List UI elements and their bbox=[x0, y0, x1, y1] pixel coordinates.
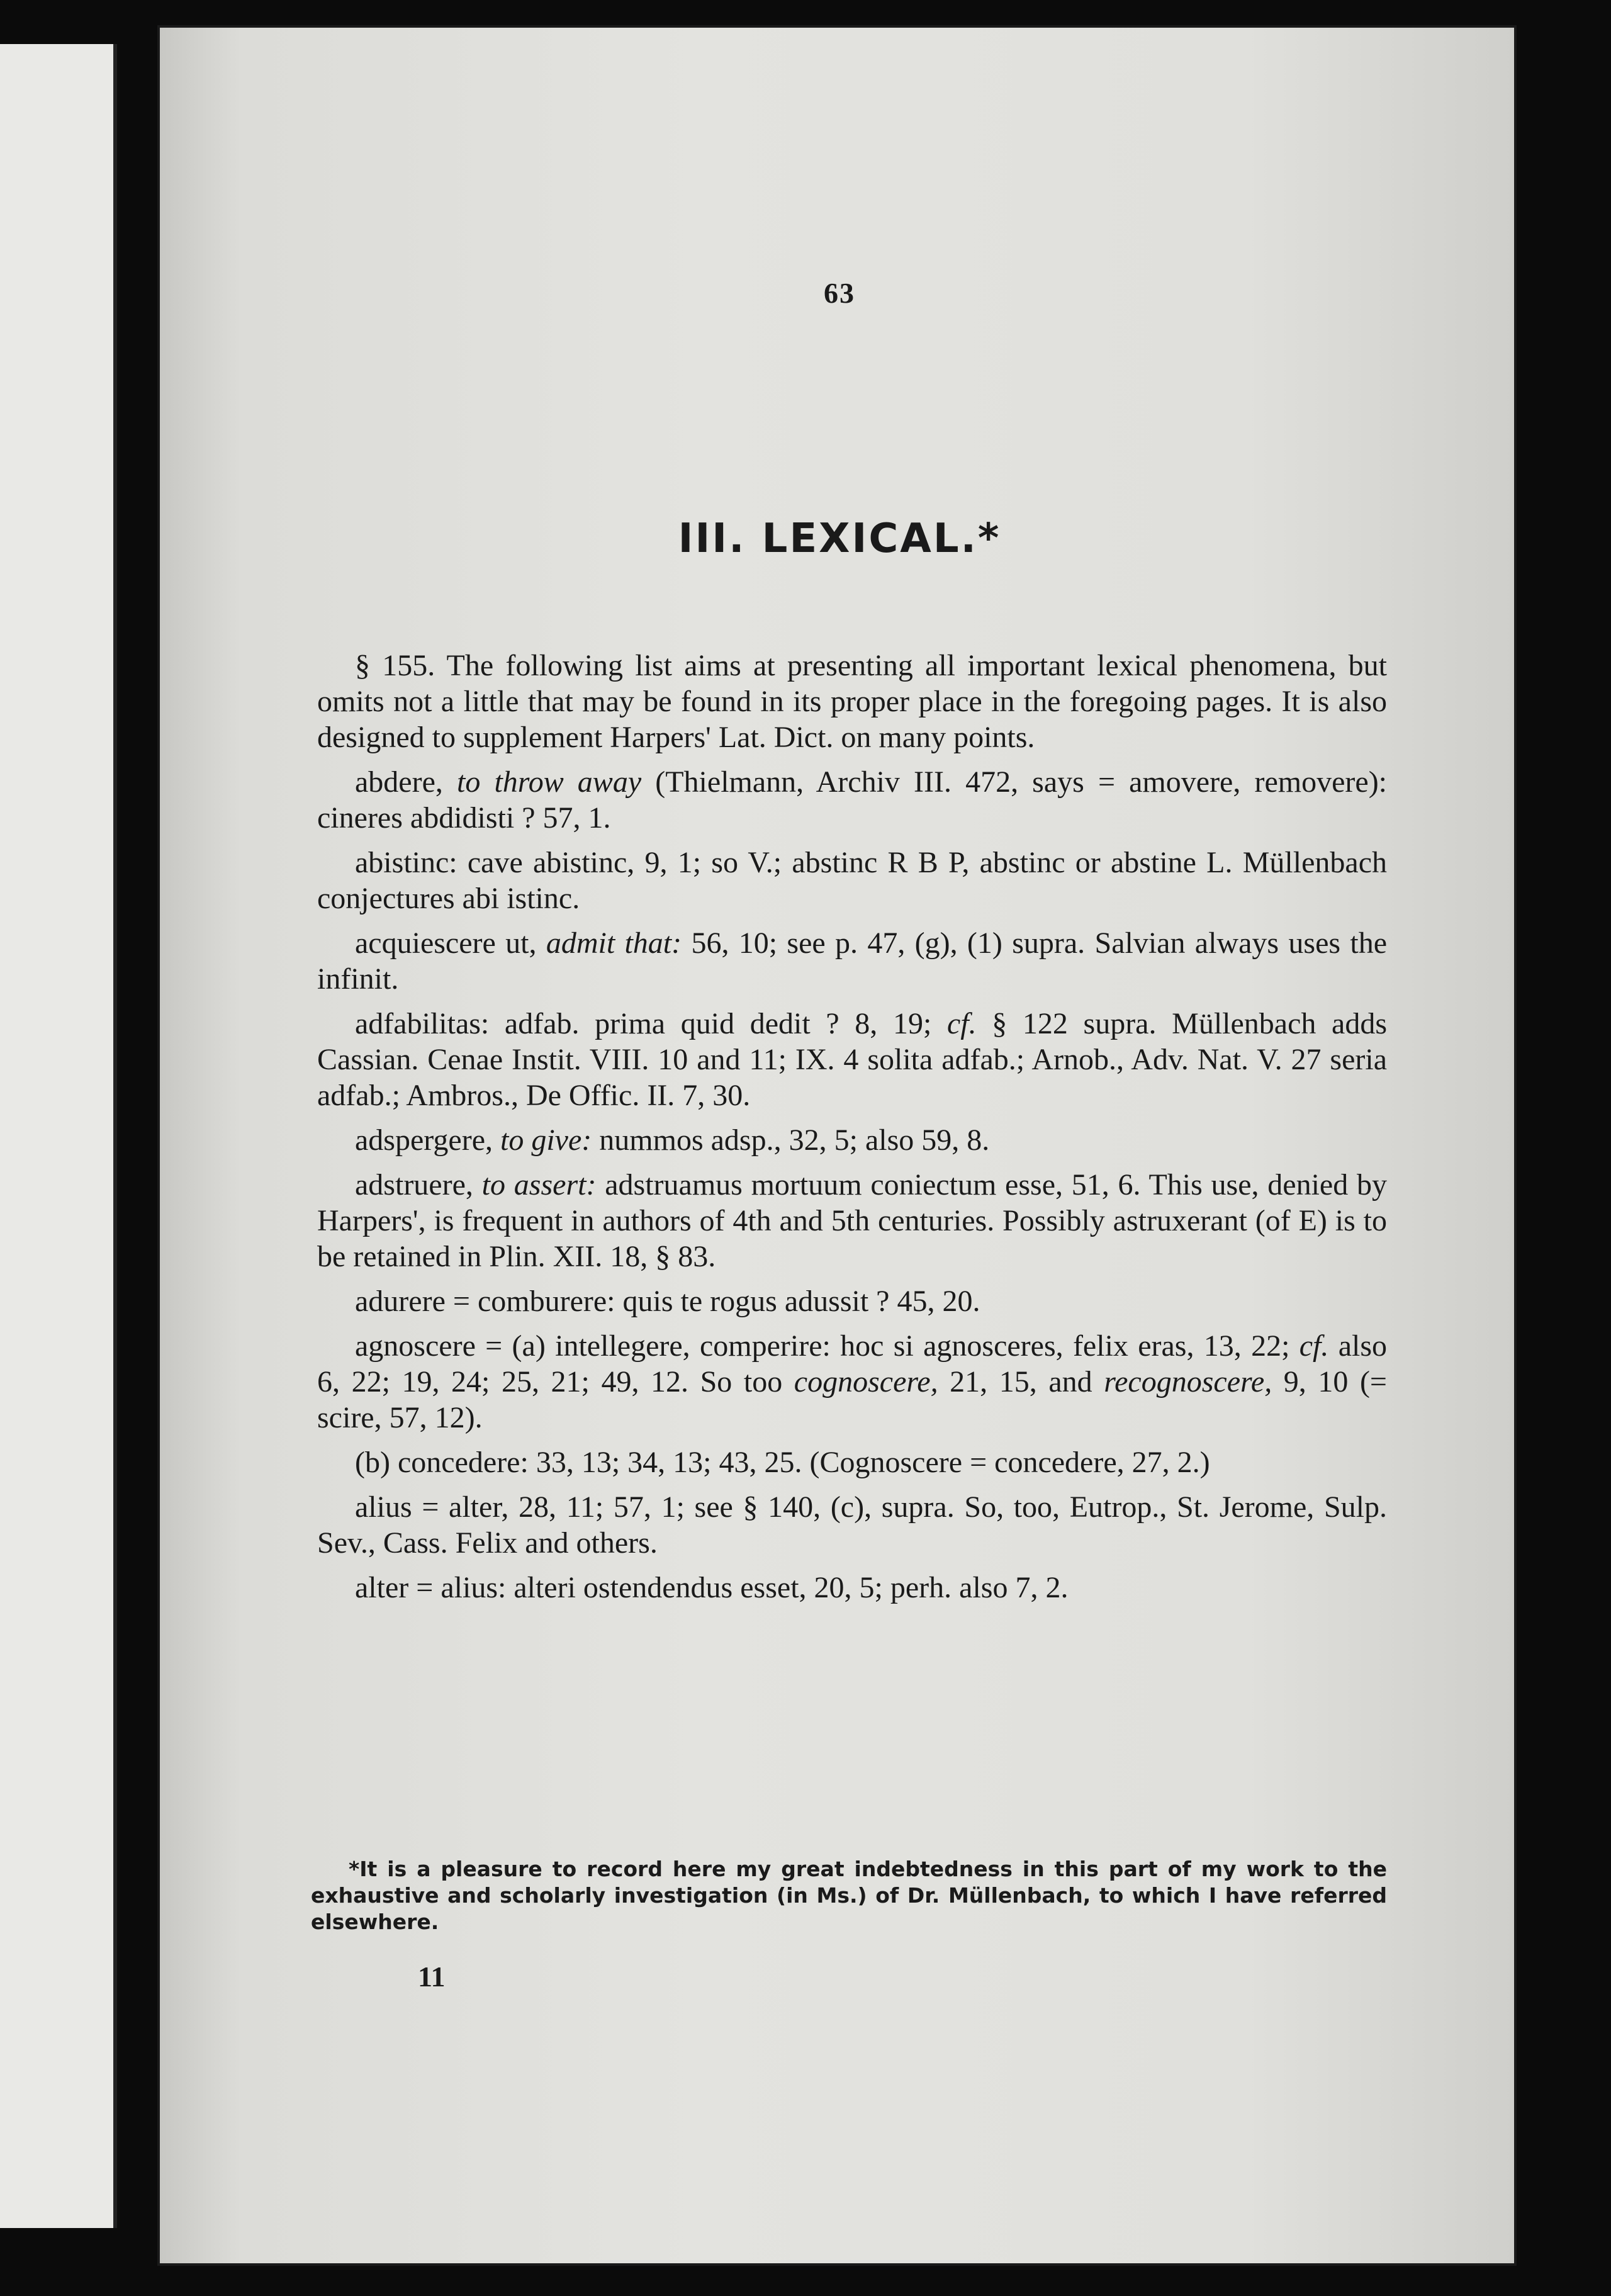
book-page bbox=[157, 25, 1517, 2266]
entry-text: 21, 15, and bbox=[950, 1365, 1092, 1398]
entry-alius: alius = alter, 28, 11; 57, 1; see § 140, (c), supra. So, too, Eutrop., St. Jerome, Sulp. Sev., Cass. Felix and others. bbox=[317, 1490, 1387, 1560]
facing-page-edge bbox=[0, 44, 117, 2228]
entry-lemma: adstruere, bbox=[355, 1168, 473, 1201]
entry-acquiescere bbox=[317, 925, 1387, 997]
entry-text: § 122 supra. Müllenbach adds Cassian. Cenae Instit. VIII. 10 and 11; IX. 4 solita adfab.; Arnob., Adv. Nat. V. 27 seria adfab.; Ambros., De Offic. II. 7, 30. bbox=[317, 1007, 1388, 1112]
entry-adfabilitas bbox=[317, 1006, 1387, 1113]
entry-concedere: (b) concedere: 33, 13; 34, 13; 43, 25. (Cognoscere = concedere, 27, 2.) bbox=[355, 1446, 1210, 1479]
entry-adstruere bbox=[317, 1167, 1387, 1275]
entry-agnoscere bbox=[317, 1328, 1387, 1436]
entry-term: cognoscere, bbox=[794, 1365, 938, 1398]
entry-text: also 6, 22; 19, 24; 25, 21; 49, 12. So too bbox=[317, 1329, 1388, 1398]
entry-gloss: to give: bbox=[500, 1123, 592, 1157]
entry-text: adfabilitas: adfab. prima quid dedit ? 8, 19; bbox=[355, 1007, 932, 1040]
entry-text: (Thielmann, Archiv III. 472, says = amovere, removere): cineres abdidisti ? 57, 1. bbox=[317, 765, 1388, 835]
entry-text: nummos adsp., 32, 5; also 59, 8. bbox=[599, 1123, 990, 1157]
entry-alter: alter = alius: alteri ostendendus esset, 20, 5; perh. also 7, 2. bbox=[355, 1571, 1069, 1604]
entry-text: agnoscere = (a) intellegere, comperire: hoc si agnosceres, felix eras, 13, 22; bbox=[355, 1329, 1290, 1363]
entry-text: 9, 10 (= scire, 57, 12). bbox=[317, 1365, 1388, 1434]
entry-gloss: admit that: bbox=[546, 926, 682, 960]
intro-paragraph: § 155. The following list aims at presenting all important lexical phenomena, but omits not a little that may be found in its proper place in the foregoing pages. It is also designed to supplement Harpers' Lat. Dict. on many points. bbox=[317, 649, 1387, 754]
lexical-entries bbox=[317, 648, 1387, 1614]
entry-gloss: to assert: bbox=[481, 1168, 597, 1201]
entry-adspergere bbox=[317, 1122, 1387, 1158]
page-number: 63 bbox=[824, 277, 855, 309]
entry-abdere bbox=[317, 764, 1387, 836]
footnote: *It is a pleasure to record here my great indebtedness in this part of my work to the exhaustive and scholarly investigation (in Ms.) of Dr. Müllenbach, to which I have referred elsewhere. bbox=[311, 1857, 1387, 1934]
entry-lemma: adspergere, bbox=[355, 1123, 493, 1157]
entry-adurere: adurere = comburere: quis te rogus adussit ? 45, 20. bbox=[355, 1285, 980, 1318]
section-title: III. LEXICAL.* bbox=[678, 515, 1001, 562]
entry-text: adstruamus mortuum coniectum esse, 51, 6. This use, denied by Harpers', is frequent in authors of 4th and 5th centuries. Possibly astruxerant (of E) is to be retained in Plin. XII. 18, § 83. bbox=[317, 1168, 1387, 1273]
entry-cf: cf. bbox=[946, 1007, 977, 1040]
entry-gloss: to throw away bbox=[457, 765, 642, 799]
entry-term: recognoscere, bbox=[1104, 1365, 1272, 1398]
signature-mark: 11 bbox=[418, 1961, 446, 1993]
entry-lemma: abdere, bbox=[355, 765, 443, 799]
entry-text: 56, 10; see p. 47, (g), (1) supra. Salvian always uses the infinit. bbox=[317, 926, 1388, 996]
entry-cf: cf. bbox=[1299, 1329, 1329, 1363]
entry-lemma: acquiescere ut, bbox=[355, 926, 537, 960]
entry-abistinc: abistinc: cave abistinc, 9, 1; so V.; abstinc R B P, abstinc or abstine L. Müllenbach conjectures abi istinc. bbox=[317, 846, 1387, 915]
